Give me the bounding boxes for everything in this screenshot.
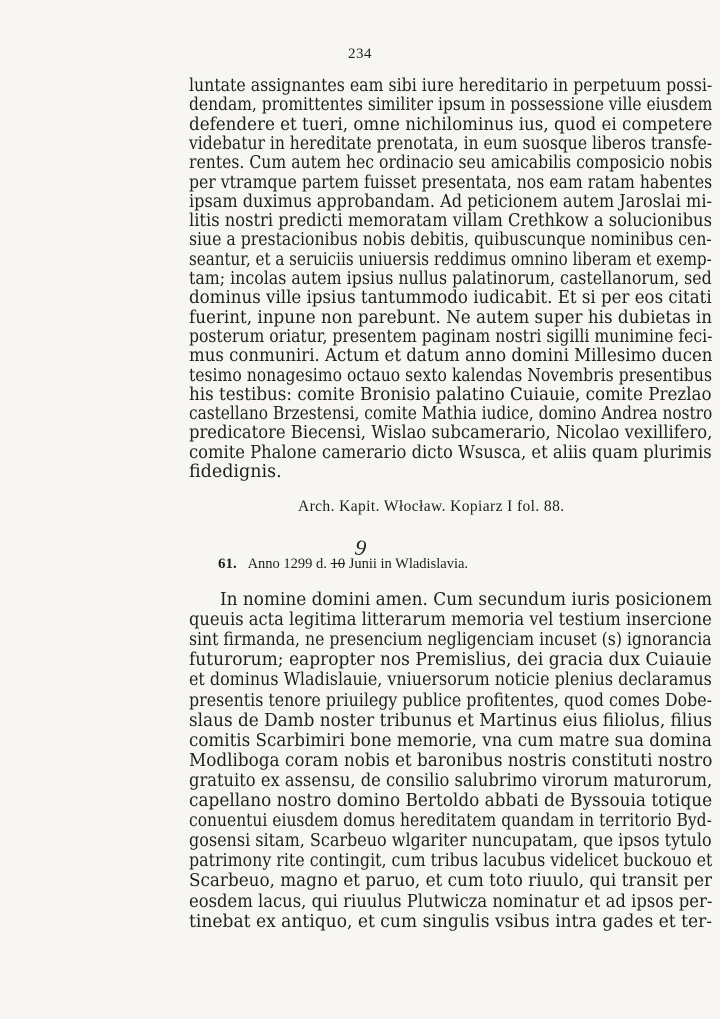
text-line: futurorum; eapropter nos Premislius, dei gracia dux Cuiauie bbox=[189, 650, 712, 671]
text-line: mus conmuniri. Actum et datum anno domini Millesimo ducen bbox=[189, 346, 713, 367]
text-line: rentes. Cum autem hec ordinacio seu amicabilis composicio nobis bbox=[189, 153, 713, 174]
text-line: per vtramque partem fuisset presentata, nos eam ratam habentes bbox=[189, 172, 713, 193]
heading-date: Anno 1299 d. bbox=[247, 556, 327, 572]
text-line: comite Phalone camerario dicto Wsusca, et aliis quam plurimis bbox=[189, 442, 712, 463]
text-line: capellano nostro domino Bertoldo abbati de Byssouia totique bbox=[189, 791, 713, 811]
text-line: presentis tenore priuilegy publice profitentes, quod comes Dobe- bbox=[189, 690, 712, 711]
text-line: his testibus: comite Bronisio palatino Cuiauie, comite Prezlao bbox=[189, 384, 712, 405]
archive-citation: Arch. Kapit. Włocław. Kopiarz I fol. 88. bbox=[298, 498, 565, 515]
text-line: fuerint, inpune non parebunt. Ne autem super his dubietas in bbox=[189, 307, 713, 328]
text-line: siue a prestacionibus nobis debitis, quibuscunque nominibus cen- bbox=[189, 230, 712, 251]
text-line: comitis Scarbimiri bone memorie, vna cum matre sua domina bbox=[189, 730, 712, 751]
text-line: luntate assignantes eam sibi iure hereditario in perpetuum possi- bbox=[189, 76, 713, 96]
text-line: conuentui eiusdem domus hereditatem quandam in territorio Byd- bbox=[189, 811, 712, 832]
text-line: queuis acta legitima litterarum memoria vel testium insercione bbox=[189, 610, 712, 631]
text-line: In nomine domini amen. Cum secundum iuris posicionem bbox=[220, 590, 713, 610]
text-line: litis nostri predicti memoratam villam Crethkow a solucionibus bbox=[189, 211, 712, 232]
text-line: castellano Brzestensi, comite Mathia iudice, domino Andrea nostro bbox=[189, 404, 713, 425]
text-line: sint firmanda, ne presencium negligenciam incuset (s) ignorancia bbox=[189, 630, 712, 651]
document-number: 61. bbox=[218, 556, 237, 572]
text-line: slaus de Damb noster tribunus et Martinus eius filiolus, filius bbox=[189, 710, 713, 731]
text-line: gratuito ex assensu, de consilio salubrimo virorum maturorum, bbox=[189, 770, 713, 791]
handwritten-correction: 9 bbox=[353, 534, 368, 561]
struck-day: 10 bbox=[330, 556, 346, 572]
text-line: tesimo nonagesimo octauo sexto kalendas Novembris presentibus bbox=[189, 365, 712, 386]
text-line: tam; incolas autem ipsius nullus palatinorum, castellanorum, sed bbox=[189, 269, 712, 289]
text-line: defendere et tueri, omne nichilominus ius, quod ei competere bbox=[189, 114, 713, 135]
text-line: eosdem lacus, qui riuulus Plutwicza nominatur et ad ipsos per- bbox=[189, 891, 713, 912]
text-line: Scarbeuo, magno et paruo, et cum toto riuulo, qui transit per bbox=[189, 871, 713, 892]
text-line: videbatur in hereditate prenotata, in eum suosque liberos transfe- bbox=[189, 133, 713, 154]
text-line: predicatore Biecensi, Wislao subcamerario, Nicolao vexillifero, bbox=[189, 423, 713, 444]
text-line: dendam, promittentes similiter ipsum in possessione ville eiusdem bbox=[189, 95, 713, 116]
text-line: tinebat ex antiquo, et cum singulis vsibus intra gades et ter- bbox=[189, 911, 713, 932]
text-line: Modliboga coram nobis et baronibus nostris constituti nostro bbox=[189, 750, 713, 771]
text-line: ipsam duximus approbandam. Ad peticionem autem Jaroslai mi- bbox=[189, 191, 712, 212]
heading-place: Junii in Wladislavia. bbox=[348, 556, 469, 572]
page-number: 234 bbox=[348, 46, 372, 62]
text-line: et dominus Wladislauie, vniuersorum noticie plenius declaramus bbox=[189, 670, 712, 691]
text-line: patrimony rite contingit, cum tribus lacubus videlicet buckouo et bbox=[189, 851, 713, 872]
text-line: dominus ville ipsius tantummodo iudicabit. Et si per eos citati bbox=[189, 288, 712, 309]
text-line: fidedignis. bbox=[189, 462, 282, 482]
text-line: gosensi sitam, Scarbeuo wlgariter nuncupatam, que ipsos tytulo bbox=[189, 831, 712, 852]
document-heading bbox=[218, 556, 468, 573]
text-line: seantur, et a seruiciis uniuersis reddimus omnino liberam et exemp- bbox=[189, 249, 712, 270]
text-line: posterum oriatur, presentem paginam nostri sigilli munimine feci- bbox=[189, 326, 713, 347]
